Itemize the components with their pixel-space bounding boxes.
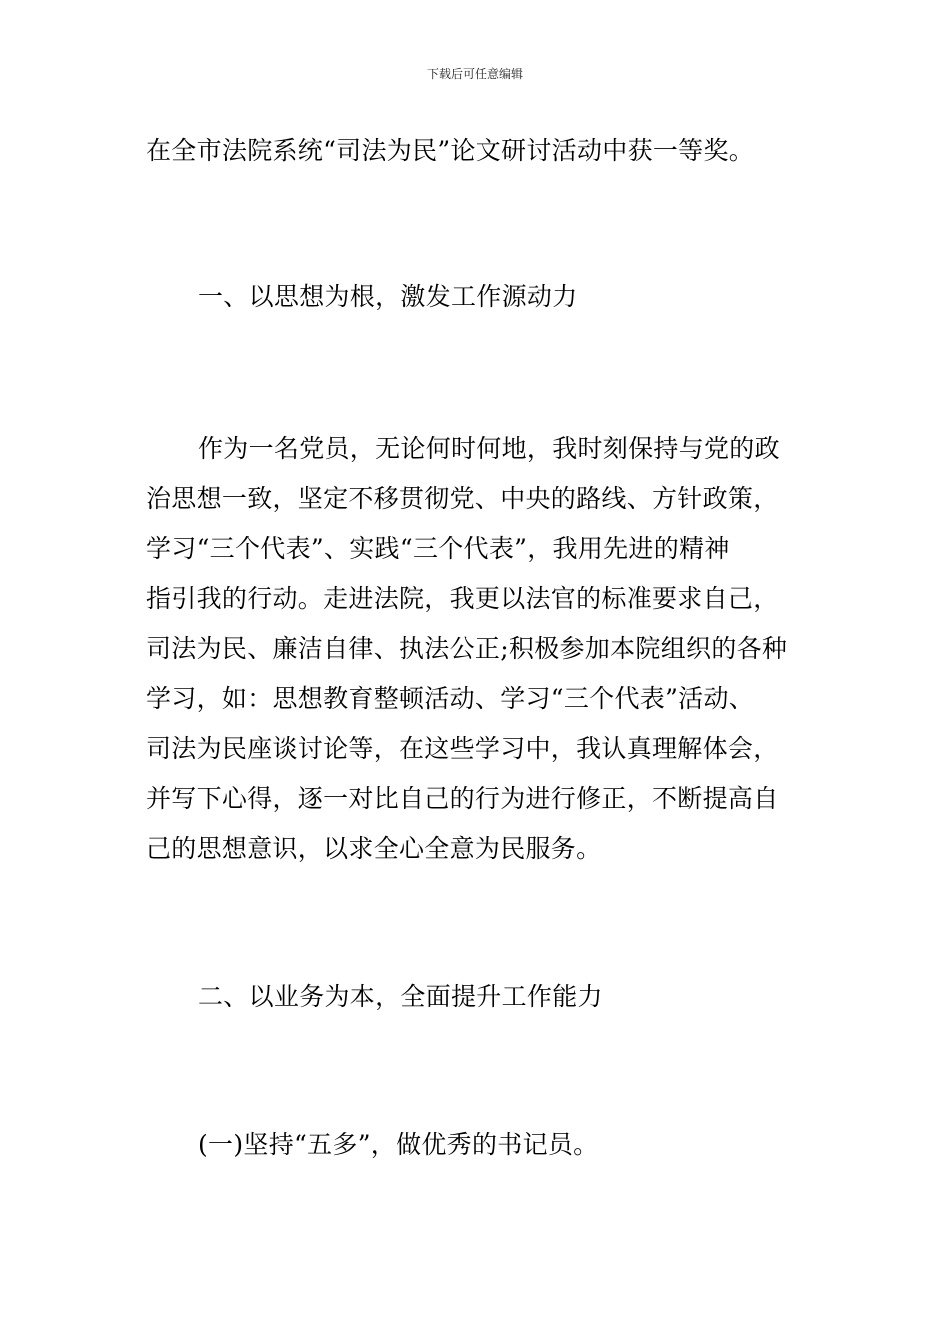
header-note: 下载后可任意编辑 [426,67,523,81]
paragraph-line: 学习，如：思想教育整顿活动、学习“三个代表”活动、 [146,684,755,713]
paragraph-line: 司法为民、廉洁自律、执法公正;积极参加本院组织的各种 [146,634,788,663]
paragraph-line: 作为一名党员，无论何时何地，我时刻保持与党的政 [198,434,780,463]
section-heading-1: 一、以思想为根，激发工作源动力 [198,282,578,311]
paragraph-line: 学习“三个代表”、实践“三个代表”，我用先进的精神 [146,534,730,563]
paragraph-line: 己的思想意识，以求全心全意为民服务。 [146,834,602,863]
paragraph-line: 治思想一致，坚定不移贯彻党、中央的路线、方针政策， [146,484,779,513]
paragraph-line: 并写下心得，逐一对比自己的行为进行修正，不断提高自 [146,784,779,813]
body-paragraph-1 [146,424,816,874]
paragraph-line: 司法为民座谈讨论等，在这些学习中，我认真理解体会， [146,734,779,763]
paragraph-line: 指引我的行动。走进法院，我更以法官的标准要求自己， [146,584,779,613]
subsection-heading-1: (一)坚持“五多”，做优秀的书记员。 [198,1130,599,1159]
section-heading-2: 二、以业务为本，全面提升工作能力 [198,982,603,1011]
lead-line: 在全市法院系统“司法为民”论文研讨活动中获一等奖。 [146,136,755,165]
